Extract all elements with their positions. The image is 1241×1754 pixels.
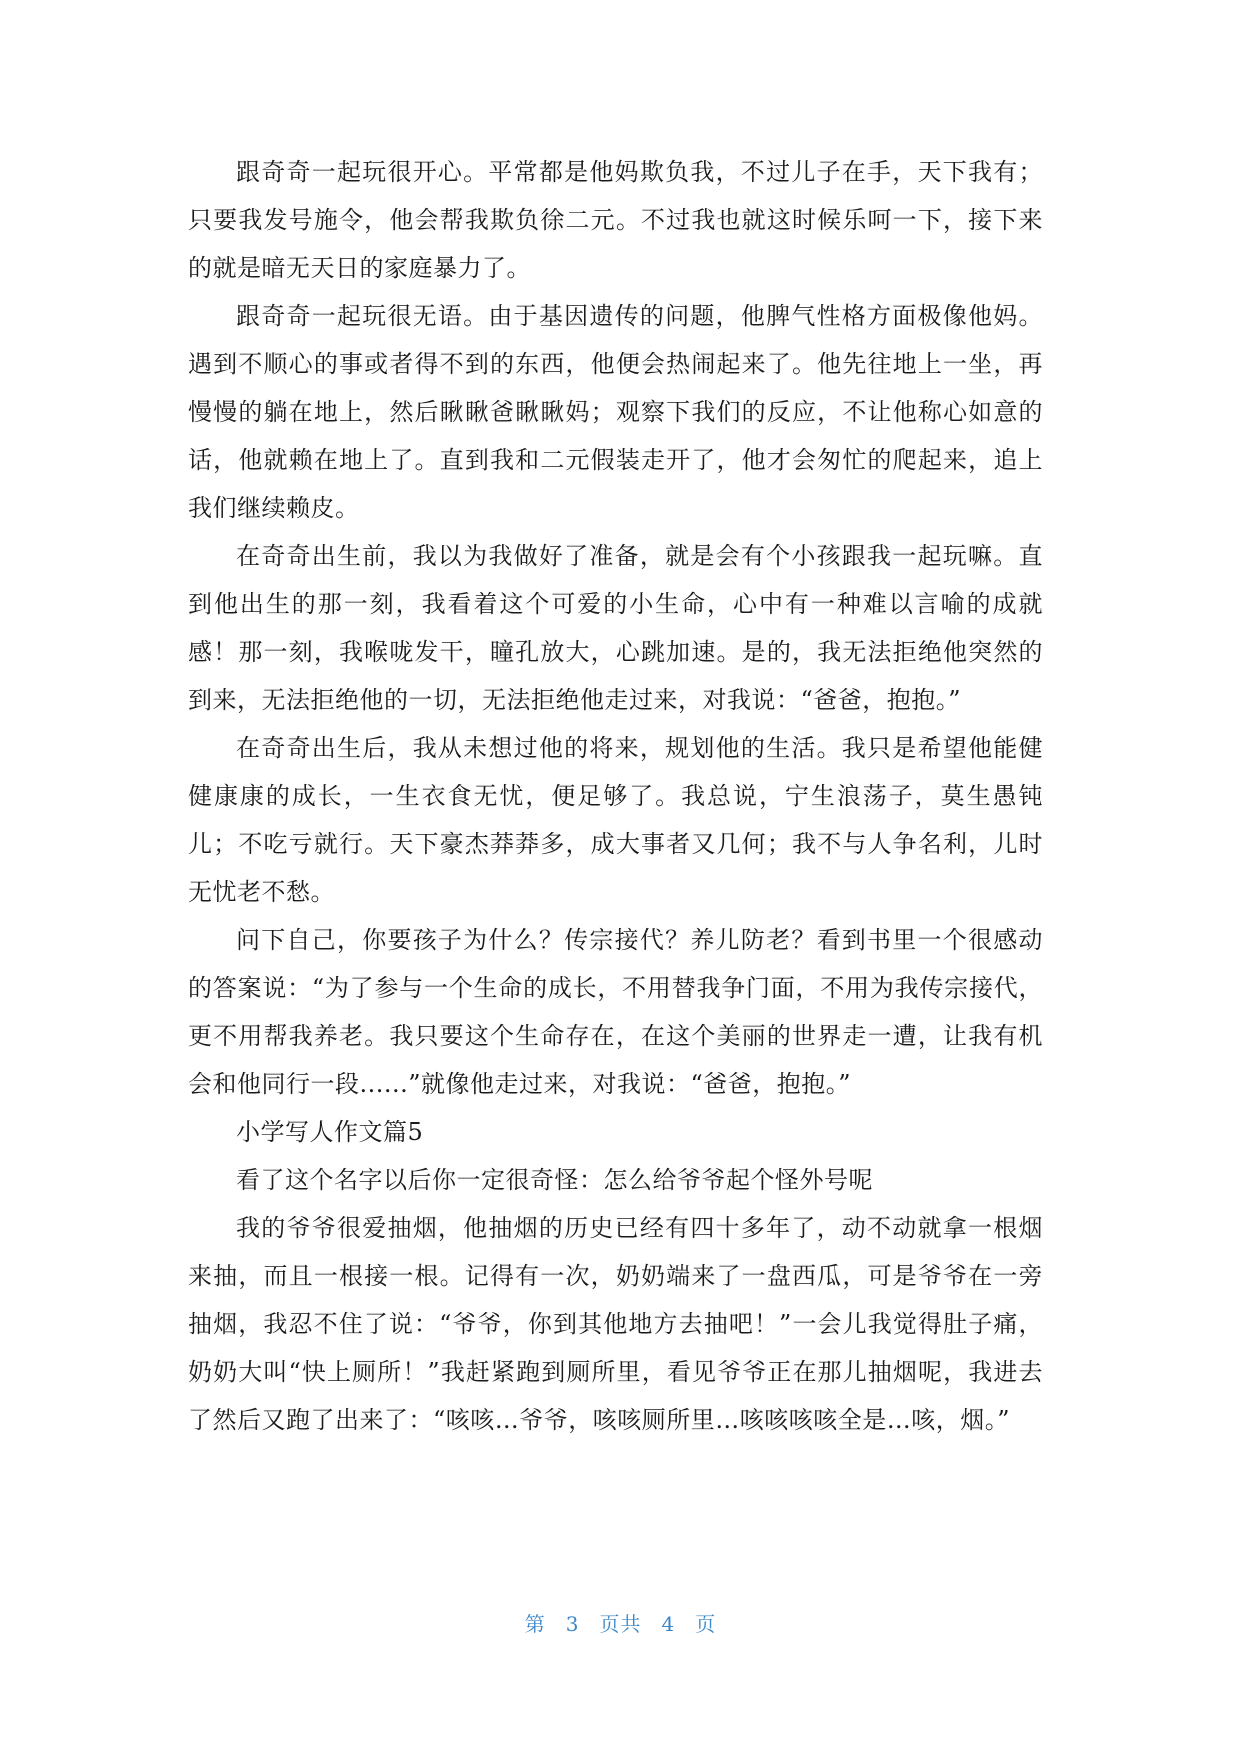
page-footer <box>0 1608 1241 1637</box>
footer-total-pages: 4 <box>661 1612 676 1636</box>
document-body <box>188 148 1043 1444</box>
footer-suffix: 页 <box>695 1612 717 1636</box>
paragraph: 看了这个名字以后你一定很奇怪：怎么给爷爷起个怪外号呢 <box>236 1166 873 1194</box>
footer-current-page: 3 <box>565 1612 580 1636</box>
paragraph: 跟奇奇一起玩很开心。平常都是他妈欺负我，不过儿子在手，天下我有；只要我发号施令，他会帮我欺负徐二元。不过我也就这时候乐呵一下，接下来的就是暗无天日的家庭暴力了。 <box>188 158 1043 282</box>
paragraph: 跟奇奇一起玩很无语。由于基因遗传的问题，他脾气性格方面极像他妈。遇到不顺心的事或者得不到的东西，他便会热闹起来了。他先往地上一坐，再慢慢的躺在地上，然后瞅瞅爸瞅瞅妈；观察下我们的反应，不让他称心如意的话，他就赖在地上了。直到我和二元假装走开了，他才会匆忙的爬起来，追上我们继续赖皮。 <box>188 302 1043 522</box>
footer-middle: 页共 <box>599 1612 642 1636</box>
footer-prefix: 第 <box>524 1612 546 1636</box>
paragraph: 我的爷爷很爱抽烟，他抽烟的历史已经有四十多年了，动不动就拿一根烟来抽，而且一根接一根。记得有一次，奶奶端来了一盘西瓜，可是爷爷在一旁抽烟，我忍不住了说：“爷爷，你到其他地方去抽吧！”一会儿我觉得肚子痛，奶奶大叫“快上厕所！”我赶紧跑到厕所里，看见爷爷正在那儿抽烟呢，我进去了然后又跑了出来了：“咳咳…爷爷，咳咳厕所里…咳咳咳咳全是…咳，烟。” <box>188 1214 1043 1434</box>
paragraph: 问下自己，你要孩子为什么？传宗接代？养儿防老？看到书里一个很感动的答案说：“为了参与一个生命的成长，不用替我争门面，不用为我传宗接代，更不用帮我养老。我只要这个生命存在，在这个美丽的世界走一遭，让我有机会和他同行一段......”就像他走过来，对我说：“爸爸，抱抱。” <box>188 926 1043 1098</box>
paragraph: 在奇奇出生前，我以为我做好了准备，就是会有个小孩跟我一起玩嘛。直到他出生的那一刻，我看着这个可爱的小生命，心中有一种难以言喻的成就感！那一刻，我喉咙发干，瞳孔放大，心跳加速。是的，我无法拒绝他突然的到来，无法拒绝他的一切，无法拒绝他走过来，对我说：“爸爸，抱抱。” <box>188 542 1043 714</box>
section-heading: 小学写人作文篇5 <box>236 1118 424 1146</box>
paragraph: 在奇奇出生后，我从未想过他的将来，规划他的生活。我只是希望他能健健康康的成长，一生衣食无忧，便足够了。我总说，宁生浪荡子，莫生愚钝儿；不吃亏就行。天下豪杰莽莽多，成大事者又几何；我不与人争名利，儿时无忧老不愁。 <box>188 734 1043 906</box>
